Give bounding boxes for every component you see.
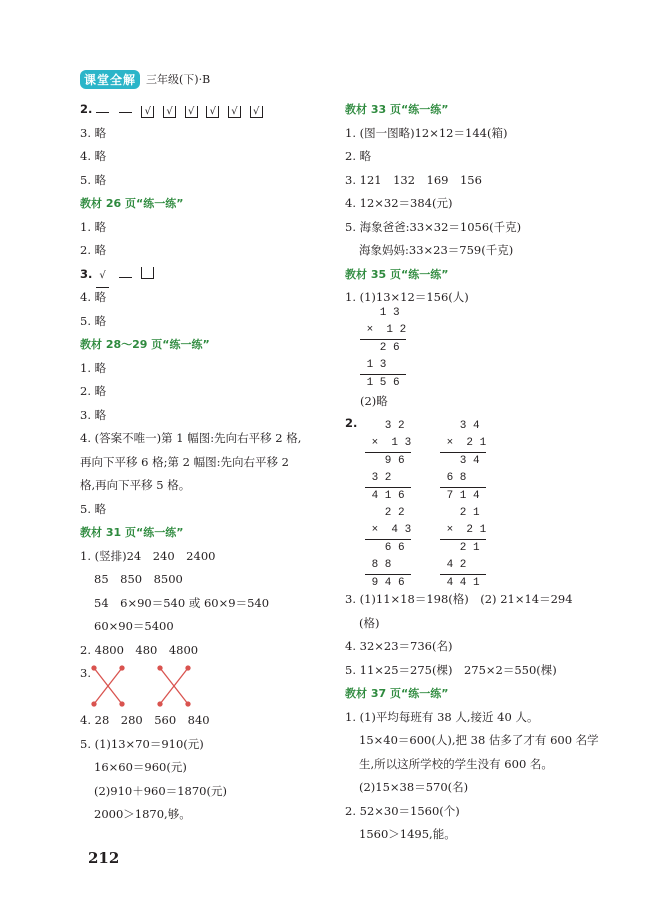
check-box: √: [206, 106, 219, 118]
answer-line: 2.: [345, 416, 358, 430]
book-logo: 课堂全解: [80, 70, 140, 89]
vertical-calculation: 1 3 × 1 2 2 6 1 3 1 5 6: [360, 305, 406, 392]
answer-line: 1. (竖排)24 240 2400: [80, 548, 216, 563]
check-box: √: [228, 106, 241, 118]
answer-line: 3. 略: [80, 407, 107, 422]
check-box: √: [141, 106, 154, 118]
answer-line: 海象妈妈:33×23＝759(千克): [359, 243, 514, 257]
answer-line: 1. 略: [80, 360, 107, 375]
blank-box: [141, 267, 154, 279]
answer-line: 5. 海象爸爸:33×32＝1056(千克): [345, 219, 522, 234]
answer-line: 1. (图一图略)12×12＝144(箱): [345, 125, 508, 140]
answer-line: 5. 略: [80, 172, 107, 187]
vertical-calculation: 2 2 × 4 3 6 6 8 8 9 4 6: [365, 505, 411, 592]
section-heading: 教材 33 页“练一练”: [345, 103, 449, 116]
answer-line: (2)15×38＝570(名): [359, 780, 469, 794]
check-box: √: [250, 106, 263, 118]
right-column: [345, 98, 615, 310]
answer-line: 4. 略: [80, 149, 107, 163]
vertical-calculation: 2 1 × 2 1 2 1 4 2 4 4 1: [440, 505, 486, 592]
answer-line: 3. 略: [80, 125, 107, 140]
answer-line: 5. (1)13×70＝910(元): [80, 736, 204, 751]
blank-box: [119, 267, 132, 278]
section-heading: 教材 26 页“练一练”: [80, 197, 184, 210]
page-header: [80, 70, 210, 88]
answer-line: 2. 52×30＝1560(个): [345, 803, 460, 818]
answer-line: (2)910＋960＝1870(元): [94, 783, 227, 798]
section-heading: 教材 28～29 页“练一练”: [80, 338, 210, 351]
section-heading: 教材 35 页“练一练”: [345, 267, 449, 281]
answer-line: 格,再向下平移 5 格。: [80, 478, 191, 492]
answer-line: 2. 4800 480 4800: [80, 642, 199, 657]
answer-line: 1. 略: [80, 219, 107, 234]
answer-line: 3. (1)11×18＝198(格) (2) 21×14＝294: [345, 592, 573, 606]
right-column-lower: [345, 588, 615, 847]
blank-box: [96, 102, 109, 113]
page-number: 212: [88, 849, 120, 867]
answer-line: 4. 略: [80, 290, 107, 304]
vertical-calculation: 3 4 × 2 1 3 4 6 8 7 1 4: [440, 418, 486, 505]
answer-line: 2. 略: [80, 384, 107, 398]
grade-label: 三年级(下)·B: [146, 73, 211, 86]
answer-line: 60×90＝5400: [94, 619, 174, 633]
answer-line: 1560＞1495,能。: [359, 827, 456, 841]
answer-line: 85 850 8500: [94, 572, 183, 586]
check-box: √: [185, 106, 198, 118]
answer-line: 3. √: [80, 263, 330, 287]
answer-line: 2. √ √ √ √ √ √: [80, 98, 330, 122]
check-box: √: [163, 106, 176, 118]
answer-line: 1. (1)平均每班有 38 人,接近 40 人。: [345, 709, 539, 724]
answer-line: 1. (1)13×12＝156(人): [345, 290, 469, 304]
answer-line: 16×60＝960(元): [94, 760, 187, 774]
answer-line: 4. 12×32＝384(元): [345, 196, 453, 210]
answer-line: 生,所以这所学校的学生没有 600 名。: [359, 756, 553, 771]
answer-line: 54 6×90＝540 或 60×9＝540: [94, 595, 270, 610]
vertical-calculation: 3 2 × 1 3 9 6 3 2 4 1 6: [365, 418, 411, 505]
answer-line: 15×40＝600(人),把 38 估多了才有 600 名学: [359, 733, 599, 747]
answer-line: 2. 略: [80, 243, 107, 257]
left-column: [80, 98, 330, 827]
answer-line: 2. 略: [345, 149, 372, 163]
answer-line: 2000＞1870,够。: [94, 807, 191, 821]
check-mark: √: [96, 264, 109, 289]
answer-line: (格): [359, 615, 380, 630]
answer-line: 5. 略: [80, 501, 107, 516]
answer-line: 3.: [80, 662, 330, 709]
matching-diagram: [90, 662, 210, 708]
answer-line: 4. 32×23＝736(名): [345, 639, 453, 653]
answer-line: 5. 略: [80, 313, 107, 328]
answer-line: 5. 11×25＝275(棵) 275×2＝550(棵): [345, 662, 557, 677]
blank-box: [119, 102, 132, 113]
answer-line: 3. 121 132 169 156: [345, 172, 482, 187]
answer-line: 再向下平移 6 格;第 2 幅图:先向右平移 2: [80, 454, 289, 469]
answer-line: 4. (答案不唯一)第 1 幅图:先向右平移 2 格,: [80, 431, 302, 445]
section-heading: 教材 31 页“练一练”: [80, 526, 184, 539]
answer-line: (2)略: [360, 394, 388, 408]
answer-line: 4. 28 280 560 840: [80, 713, 210, 727]
section-heading: 教材 37 页“练一练”: [345, 687, 449, 700]
